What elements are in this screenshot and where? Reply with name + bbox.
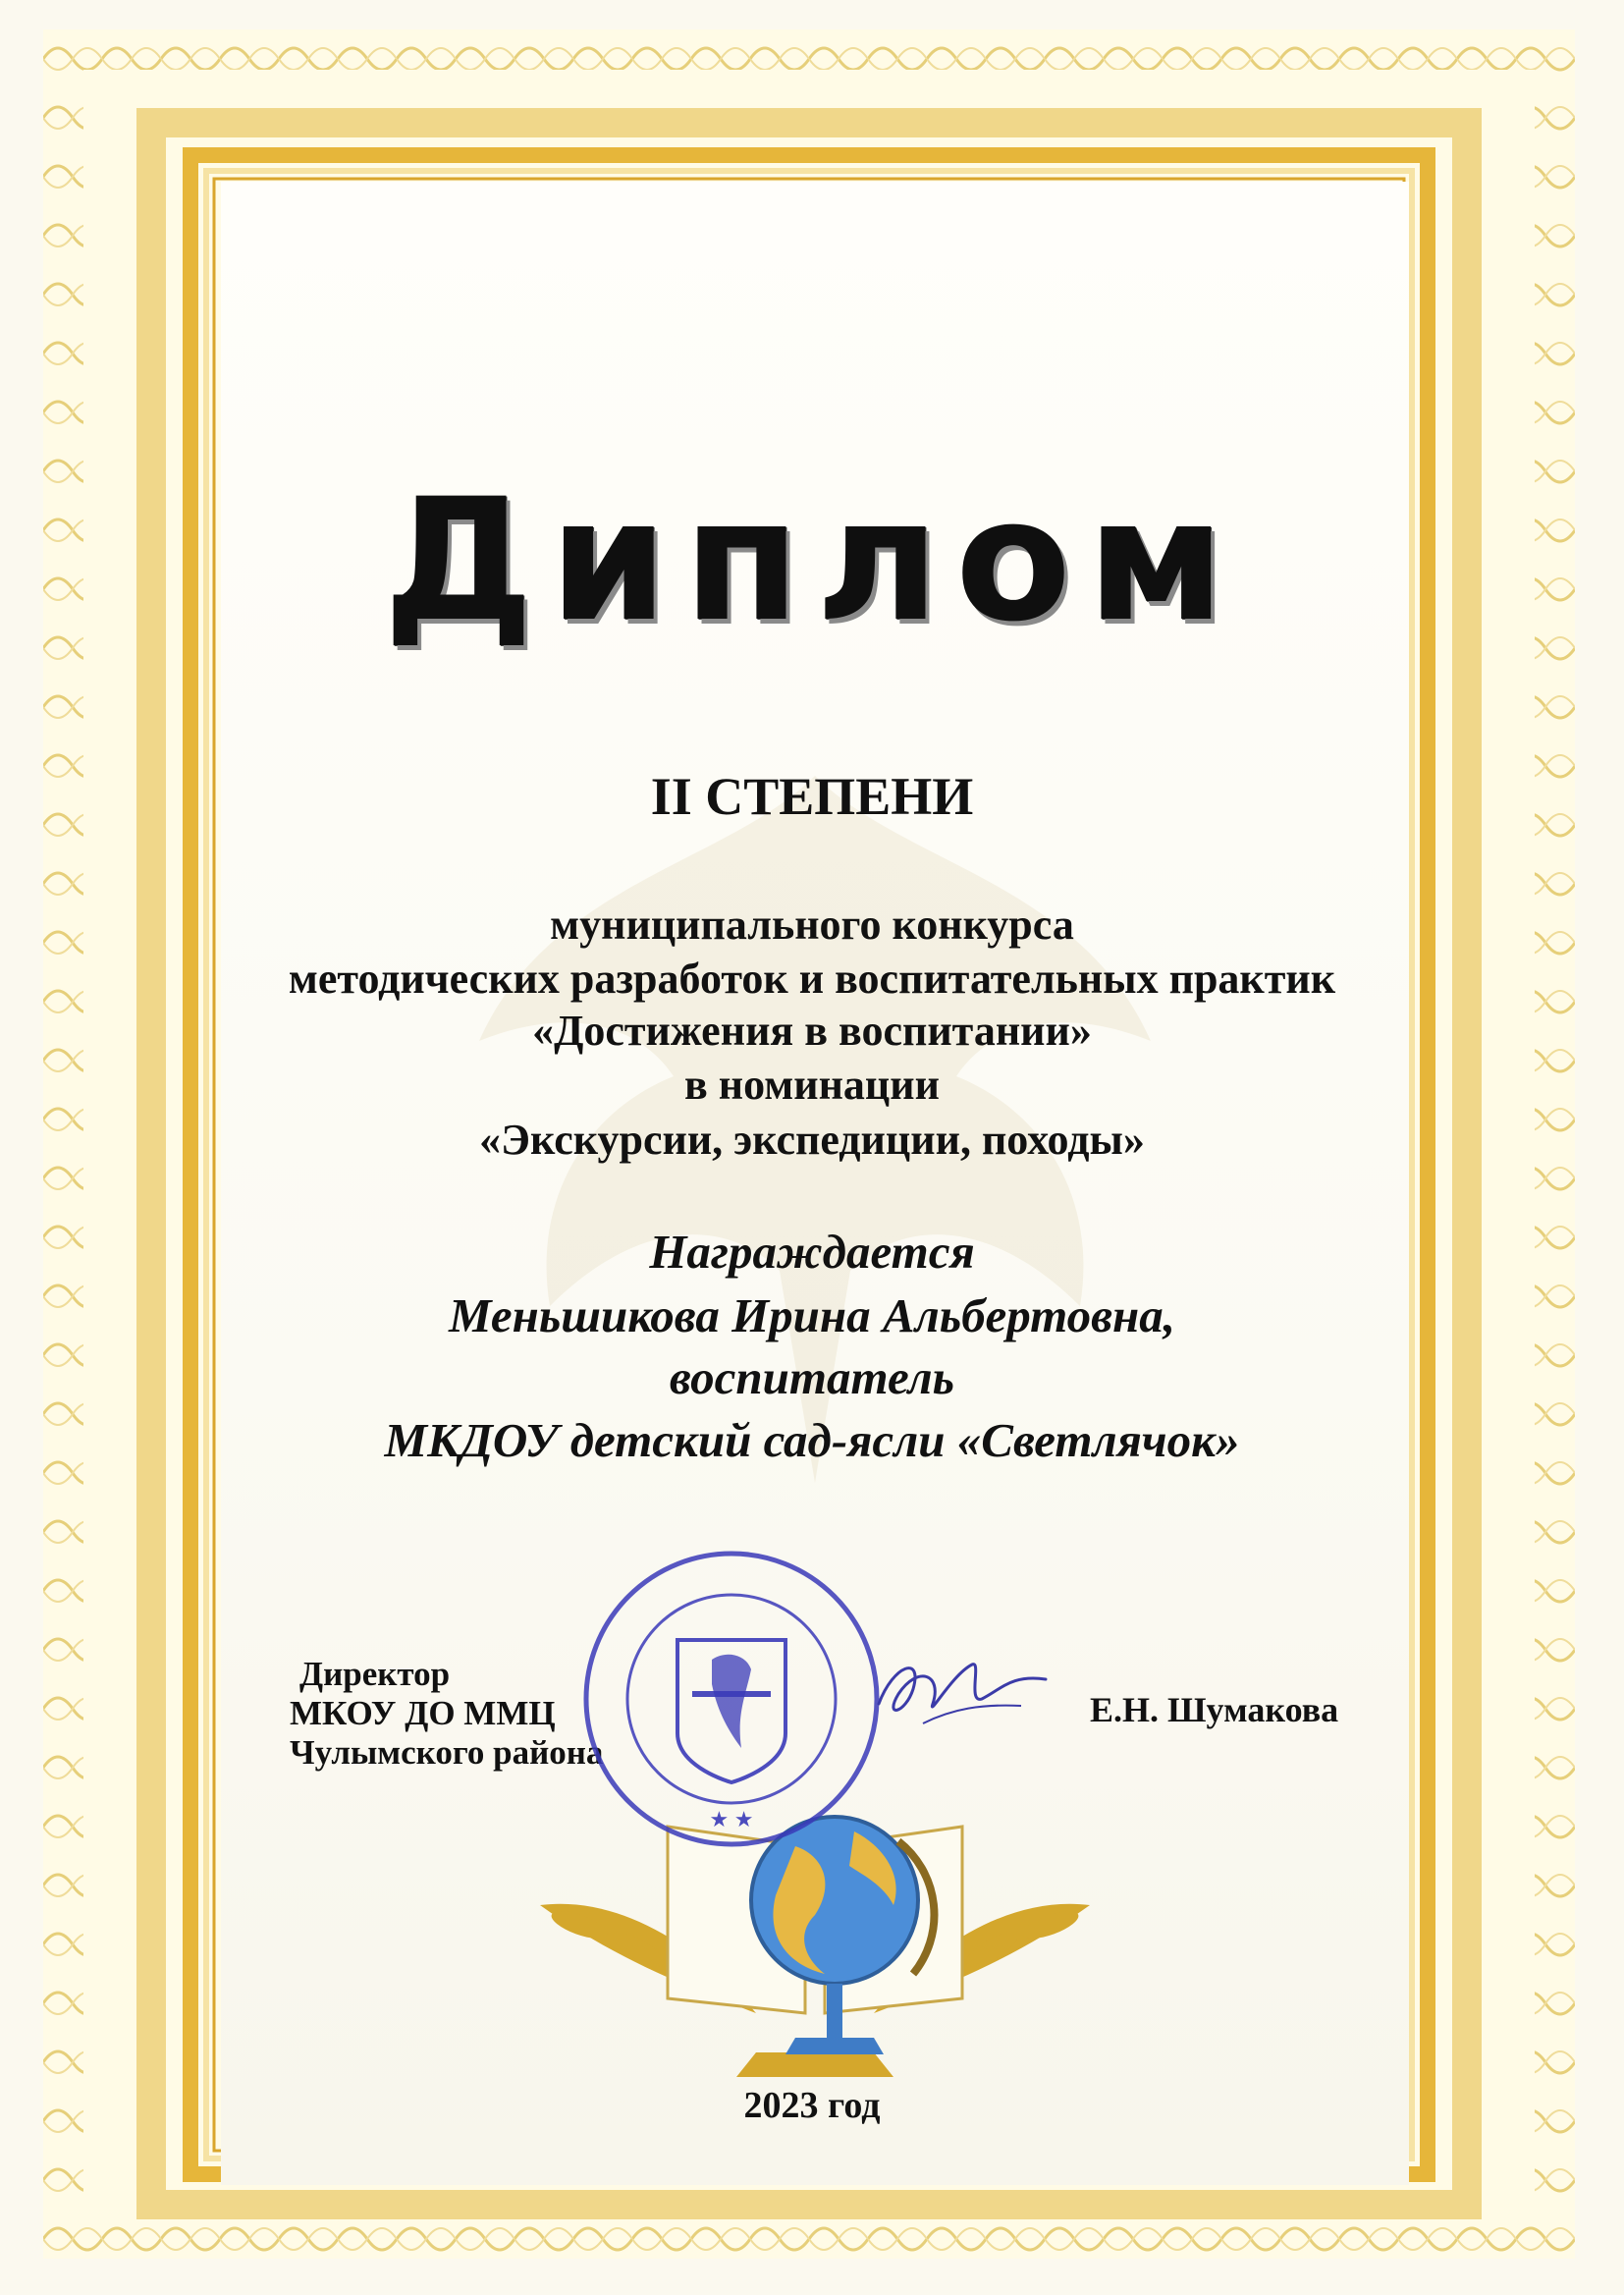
contest-line: «Экскурсии, экспедиции, походы» — [479, 1116, 1145, 1164]
official-stamp — [574, 1547, 889, 1851]
handwritten-signature — [864, 1635, 1060, 1743]
signatory-line: Чулымского района — [290, 1733, 604, 1772]
contest-line: методических разработок и воспитательных практик — [288, 955, 1336, 1003]
degree-label: II СТЕПЕНИ — [650, 767, 974, 826]
contest-line: муниципального конкурса — [550, 901, 1074, 949]
signatory-name: Е.Н. Шумакова — [1090, 1690, 1339, 1729]
signatory-line: МКОУ ДО ММЦ — [290, 1694, 556, 1732]
award-line: воспитатель — [669, 1350, 955, 1404]
signatory-position — [290, 1655, 603, 1773]
award-line: Меньшикова Ирина Альбертовна, — [449, 1288, 1175, 1342]
contest-line: в номинации — [683, 1061, 940, 1109]
award-line: Награждается — [649, 1225, 975, 1279]
award-line: МКДОУ детский сад-ясли «Светлячок» — [384, 1413, 1240, 1467]
diploma-title: Диплом — [383, 462, 1241, 659]
svg-text:★ ★: ★ ★ — [709, 1807, 754, 1831]
contest-line: «Достижения в воспитании» — [532, 1007, 1092, 1055]
diploma-year: 2023 год — [743, 2085, 881, 2126]
signatory-line: Директор — [299, 1655, 451, 1693]
